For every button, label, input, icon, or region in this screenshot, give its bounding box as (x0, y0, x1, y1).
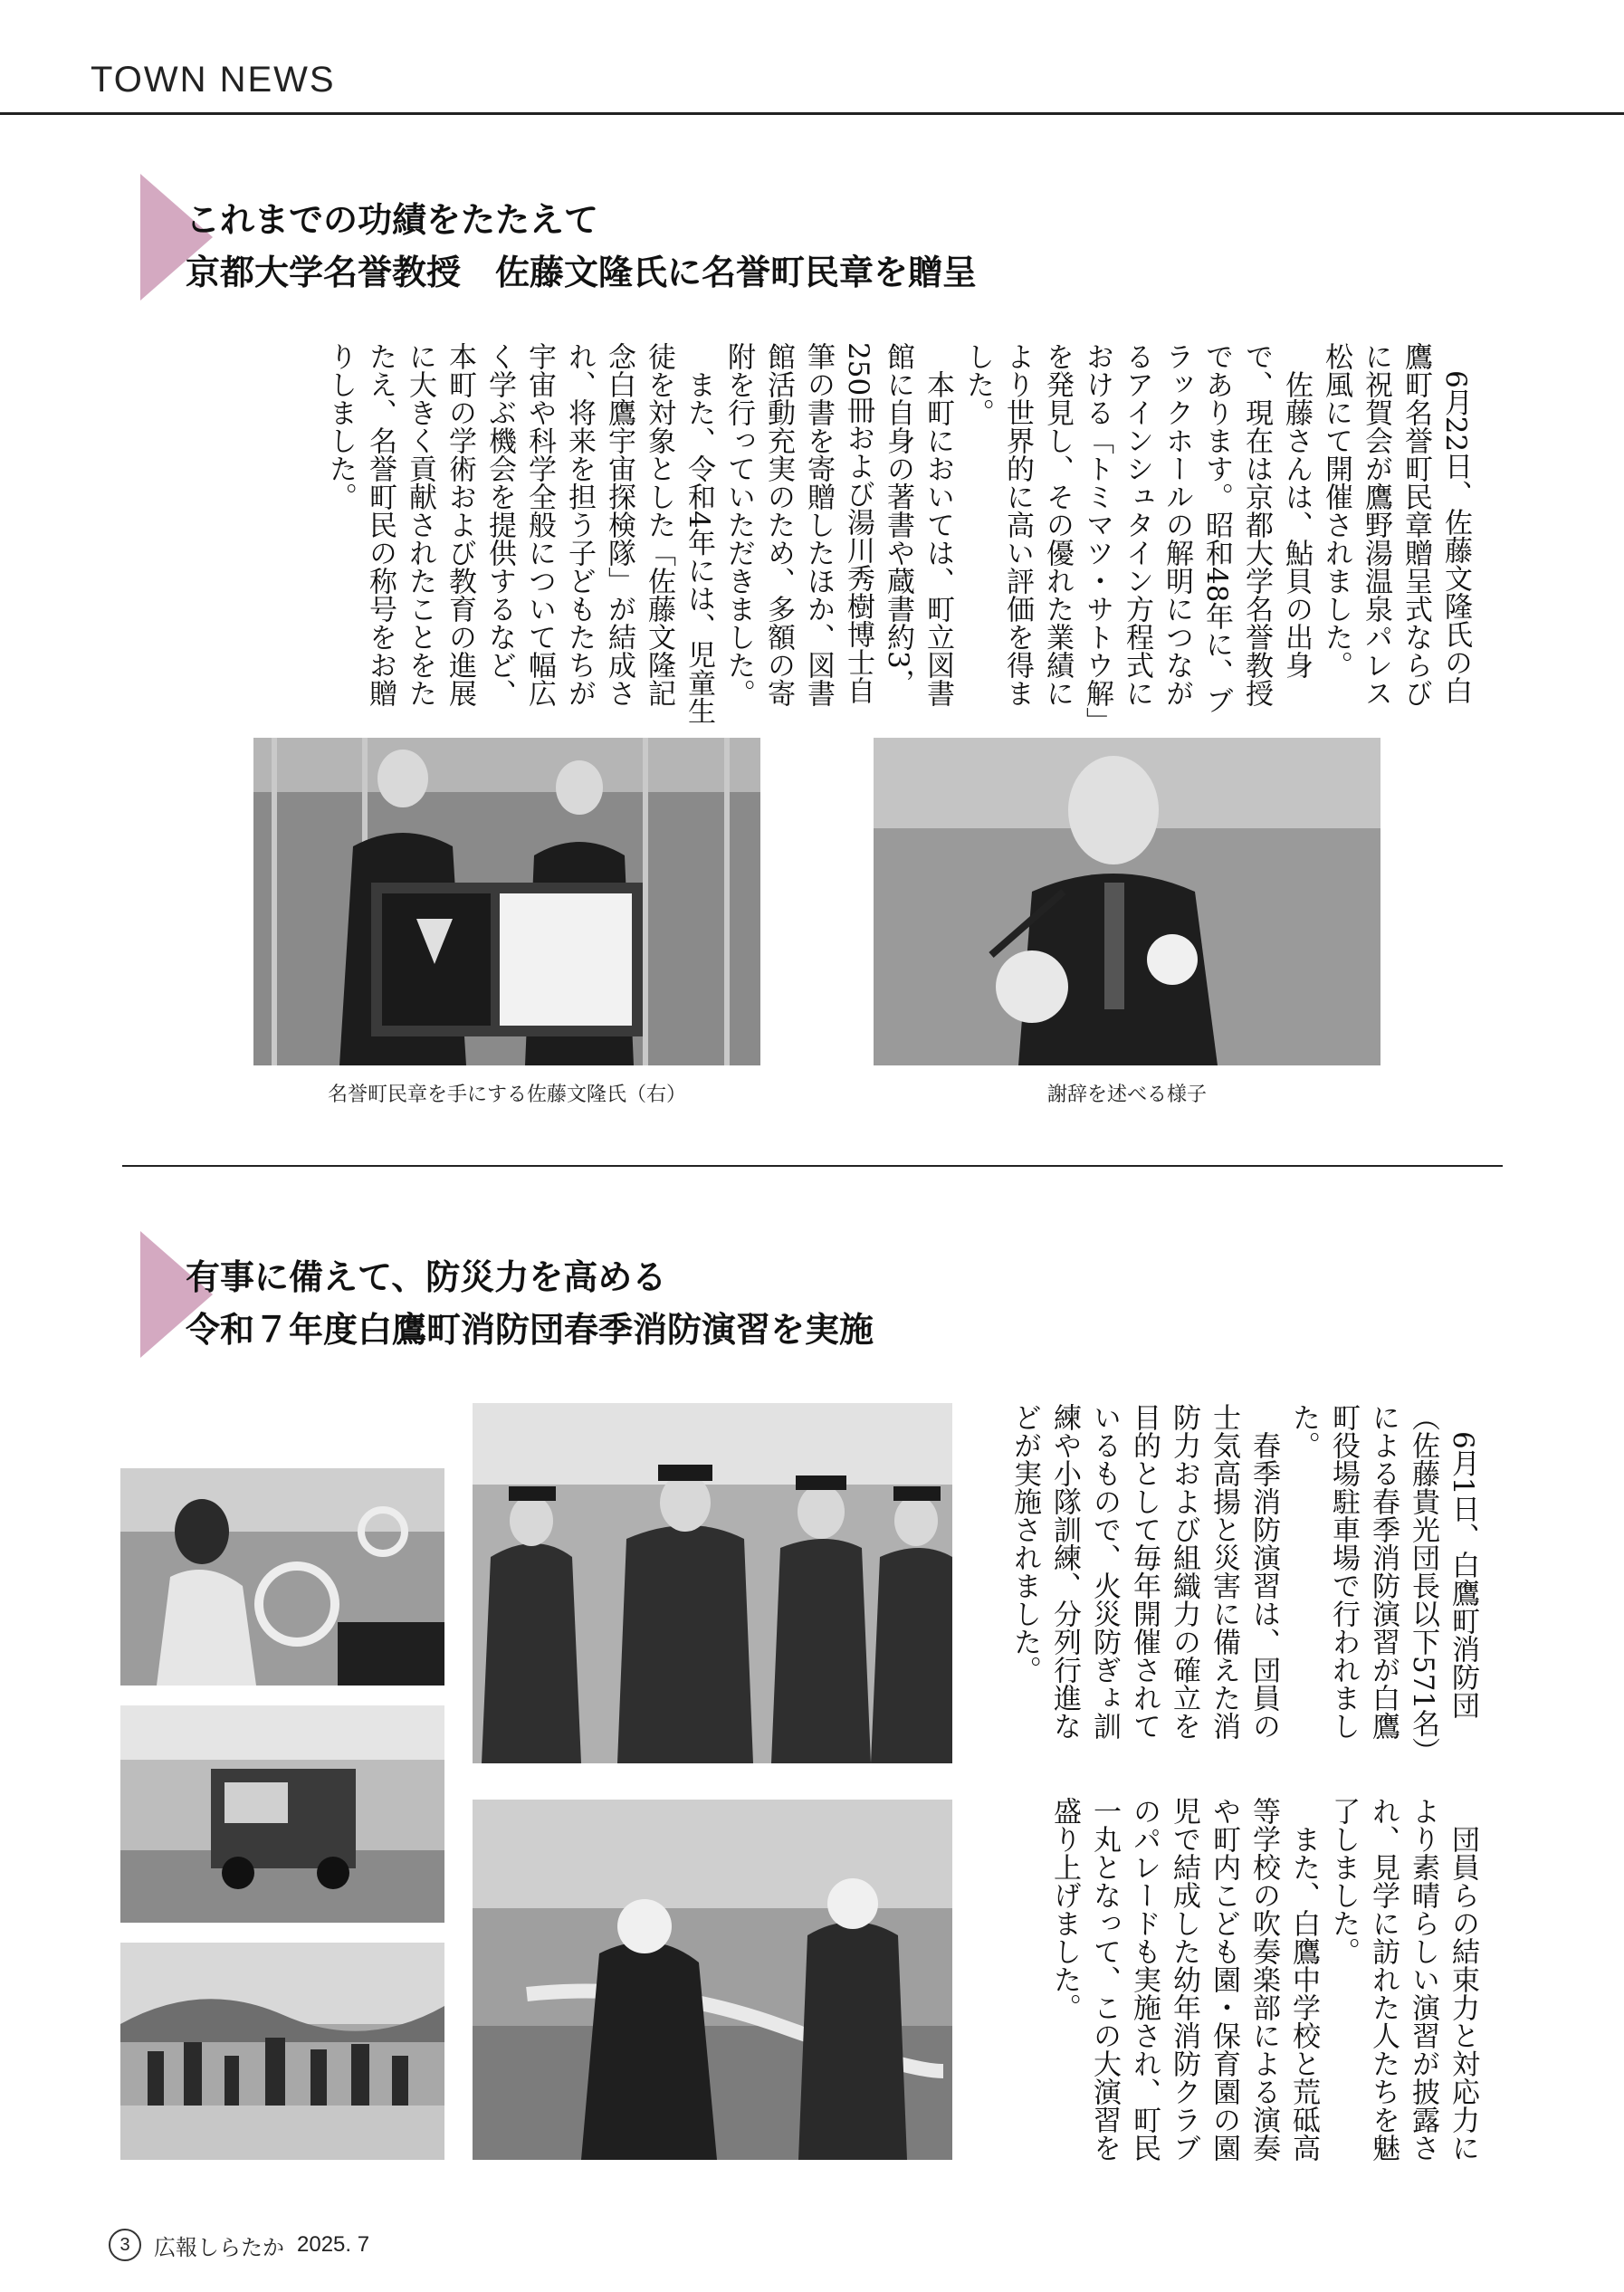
article2-body-lower (1003, 1797, 1483, 2168)
section-divider (122, 1165, 1503, 1167)
page-header-title: TOWN NEWS (91, 60, 336, 100)
photo-brass-band (120, 1468, 444, 1686)
page-number: 3 (109, 2229, 141, 2261)
photo-speech-caption: 謝辞を述べる様子 (1046, 1083, 1207, 1105)
photo-firefighters-lineup (473, 1403, 952, 1763)
article2-paragraph: 6月1日、白鷹町消防団（佐藤貴光団長以下571名）による春季消防演習が白鷹町役場駐車場で行われました。 (1287, 1403, 1479, 1752)
article2-body-upper (1003, 1403, 1483, 1765)
article1-paragraph: また、令和4年には、児童生徒を対象とした「佐藤文隆記念白鷹宇宙探検隊」が結成され、将来を担う子どもたちが宇宙や科学全般について幅広く学ぶ機会を提供するなど、本町の学術および教育の進展に大きく貢献されたことをたたえ、名誉町民の称号をお贈りしました。 (324, 342, 715, 725)
photo-fire-hose-drill (473, 1800, 952, 2160)
article1-paragraph: 佐藤さんは、鮎貝の出身で、現在は京都大学名誉教授であります。昭和48年に、ブラックホールの解明につながるアインシュタイン方程式における「トミマツ・サトウ解」を発見し、その優れた業績により世界的に高い評価を得ました。 (961, 342, 1313, 721)
footer (109, 2229, 369, 2261)
photo-speech (874, 738, 1380, 1065)
article1-heading-line2: 京都大学名誉教授 佐藤文隆氏に名誉町民章を贈呈 (186, 252, 978, 292)
article2-heading-line2: 令和７年度白鷹町消防団春季消防演習を実施 (186, 1309, 874, 1350)
article1-body (127, 342, 1476, 731)
article1-paragraph: 6月22日、佐藤文隆氏の白鷹町名誉町民章贈呈式ならびに祝賀会が鷹野湯温泉パレス松風にて開催されました。 (1320, 342, 1472, 707)
article2-paragraph: 団員らの結束力と対応力により素晴らしい演習が披露され、見学に訪れた人たちを魅了しました。 (1327, 1797, 1479, 2162)
issue-date: 2025. 7 (297, 2232, 370, 2257)
article1-heading-line1: これまでの功績をたたえて (186, 199, 599, 240)
article2-paragraph: 春季消防演習は、団員の士気高揚と災害に備えた消防力および組織力の確立を目的として毎年開催されているもので、火災防ぎょ訓練や小隊訓練、分列行進などが実施されました。 (1008, 1403, 1280, 1740)
article2-paragraph: また、白鷹中学校と荒砥高等学校の吹奏楽部による演奏や町内こども園・保育園の園児で結成した幼年消防クラブのパレードも実施され、町民一丸となって、この大演習を盛り上げました。 (1048, 1797, 1320, 2162)
photo-award-caption: 名誉町民章を手にする佐藤文隆氏（右） (327, 1083, 686, 1105)
article2-heading-line1: 有事に備えて、防災力を高める (186, 1256, 667, 1297)
article1-paragraph: 本町においては、町立図書館に自身の著書や蔵書約3，250冊および湯川秀樹博士自筆の書を寄贈したほか、図書館活動充実のため、多額の寄附を行っていただきました。 (722, 342, 954, 707)
photo-fire-truck (120, 1705, 444, 1923)
header-rule (0, 112, 1624, 115)
publication-name: 広報しらたか (154, 2235, 284, 2260)
photo-parade (120, 1943, 444, 2160)
photo-award-ceremony (253, 738, 760, 1065)
